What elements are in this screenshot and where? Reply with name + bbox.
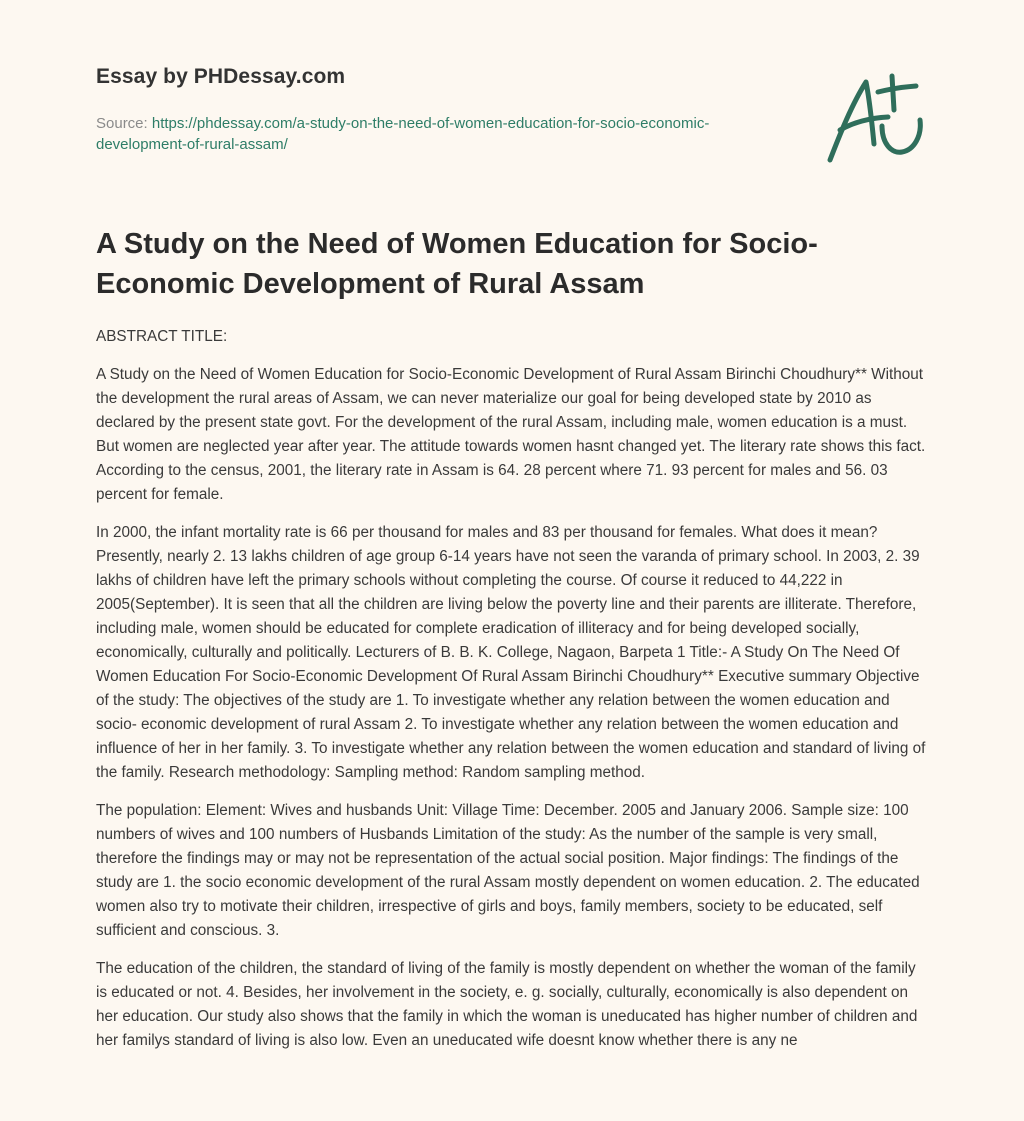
essay-title: A Study on the Need of Women Education for Socio-Economic Development of Rural Assam [96, 228, 818, 300]
essay-paragraph: The education of the children, the standard of living of the family is mostly dependent on whether the woman of the family is educated or not. 4. Besides, her involvement in the society, e. g. socially, culturally, economically is also dependent on her education. Our study also shows that the family in which the woman is uneducated has higher number of children and her familys standard of living is also low. Even an uneducated wife doesnt know whether there is any ne [96, 960, 918, 1049]
a-plus-logo [826, 70, 930, 166]
essay-paragraph: The population: Element: Wives and husbands Unit: Village Time: December. 2005 and January 2006. Sample size: 100 numbers of wives and 100 numbers of Husbands Limitation of the study: As the number of the sample is very small, therefore the findings may or may not be representation of the actual social position. Major findings: The findings of the study are 1. the socio economic development of the rural Assam mostly dependent on women education. 2. The educated women also try to motivate their children, irrespective of girls and boys, family members, society to be educated, self sufficient and conscious. 3. [96, 802, 920, 939]
source-link[interactable]: https://phdessay.com/a-study-on-the-need-of-women-education-for-socio-economic-development-of-rural-assam/ [96, 115, 710, 153]
source-line [96, 113, 736, 155]
essay-body [96, 325, 926, 1067]
a-plus-logo-icon [826, 70, 930, 166]
essay-paragraph: A Study on the Need of Women Education for Socio-Economic Development of Rural Assam Birinchi Choudhury** Without the development the rural areas of Assam, we can never materialize our goal for being developed state by 2010 as declared by the present state govt. For the development of the rural Assam, including male, women education is a must. But women are neglected year after year. The attitude towards women hasnt changed yet. The literary rate shows this fact. According to the census, 2001, the literary rate in Assam is 64. 28 percent where 71. 93 percent for males and 56. 03 percent for female. [96, 366, 926, 503]
essay-paragraph: In 2000, the infant mortality rate is 66 per thousand for males and 83 per thousand for females. What does it mean? Presently, nearly 2. 13 lakhs children of age group 6-14 years have not seen the varanda of primary school. In 2003, 2. 39 lakhs of children have left the primary schools without completing the course. Of course it reduced to 44,222 in 2005(September). It is seen that all the children are living below the poverty line and their parents are illiterate. Therefore, including male, women should be educated for complete eradication of illiteracy and for being developed socially, economically, culturally and politically. Lecturers of B. B. K. College, Nagaon, Barpeta 1 Title:- A Study On The Need Of Women Education For Socio-Economic Development Of Rural Assam Birinchi Choudhury** Executive summary Objective of the study: The objectives of the study are 1. To investigate whether any relation between the women education and socio- economic development of rural Assam 2. To investigate whether any relation between the women education and influence of her in her family. 3. To investigate whether any relation between the women education and standard of living of the family. Research methodology: Sampling method: Random sampling method. [96, 524, 926, 781]
site-brand: Essay by PHDessay.com [96, 65, 346, 88]
source-label: Source: [96, 115, 148, 132]
essay-paragraph: ABSTRACT TITLE: [96, 328, 228, 345]
